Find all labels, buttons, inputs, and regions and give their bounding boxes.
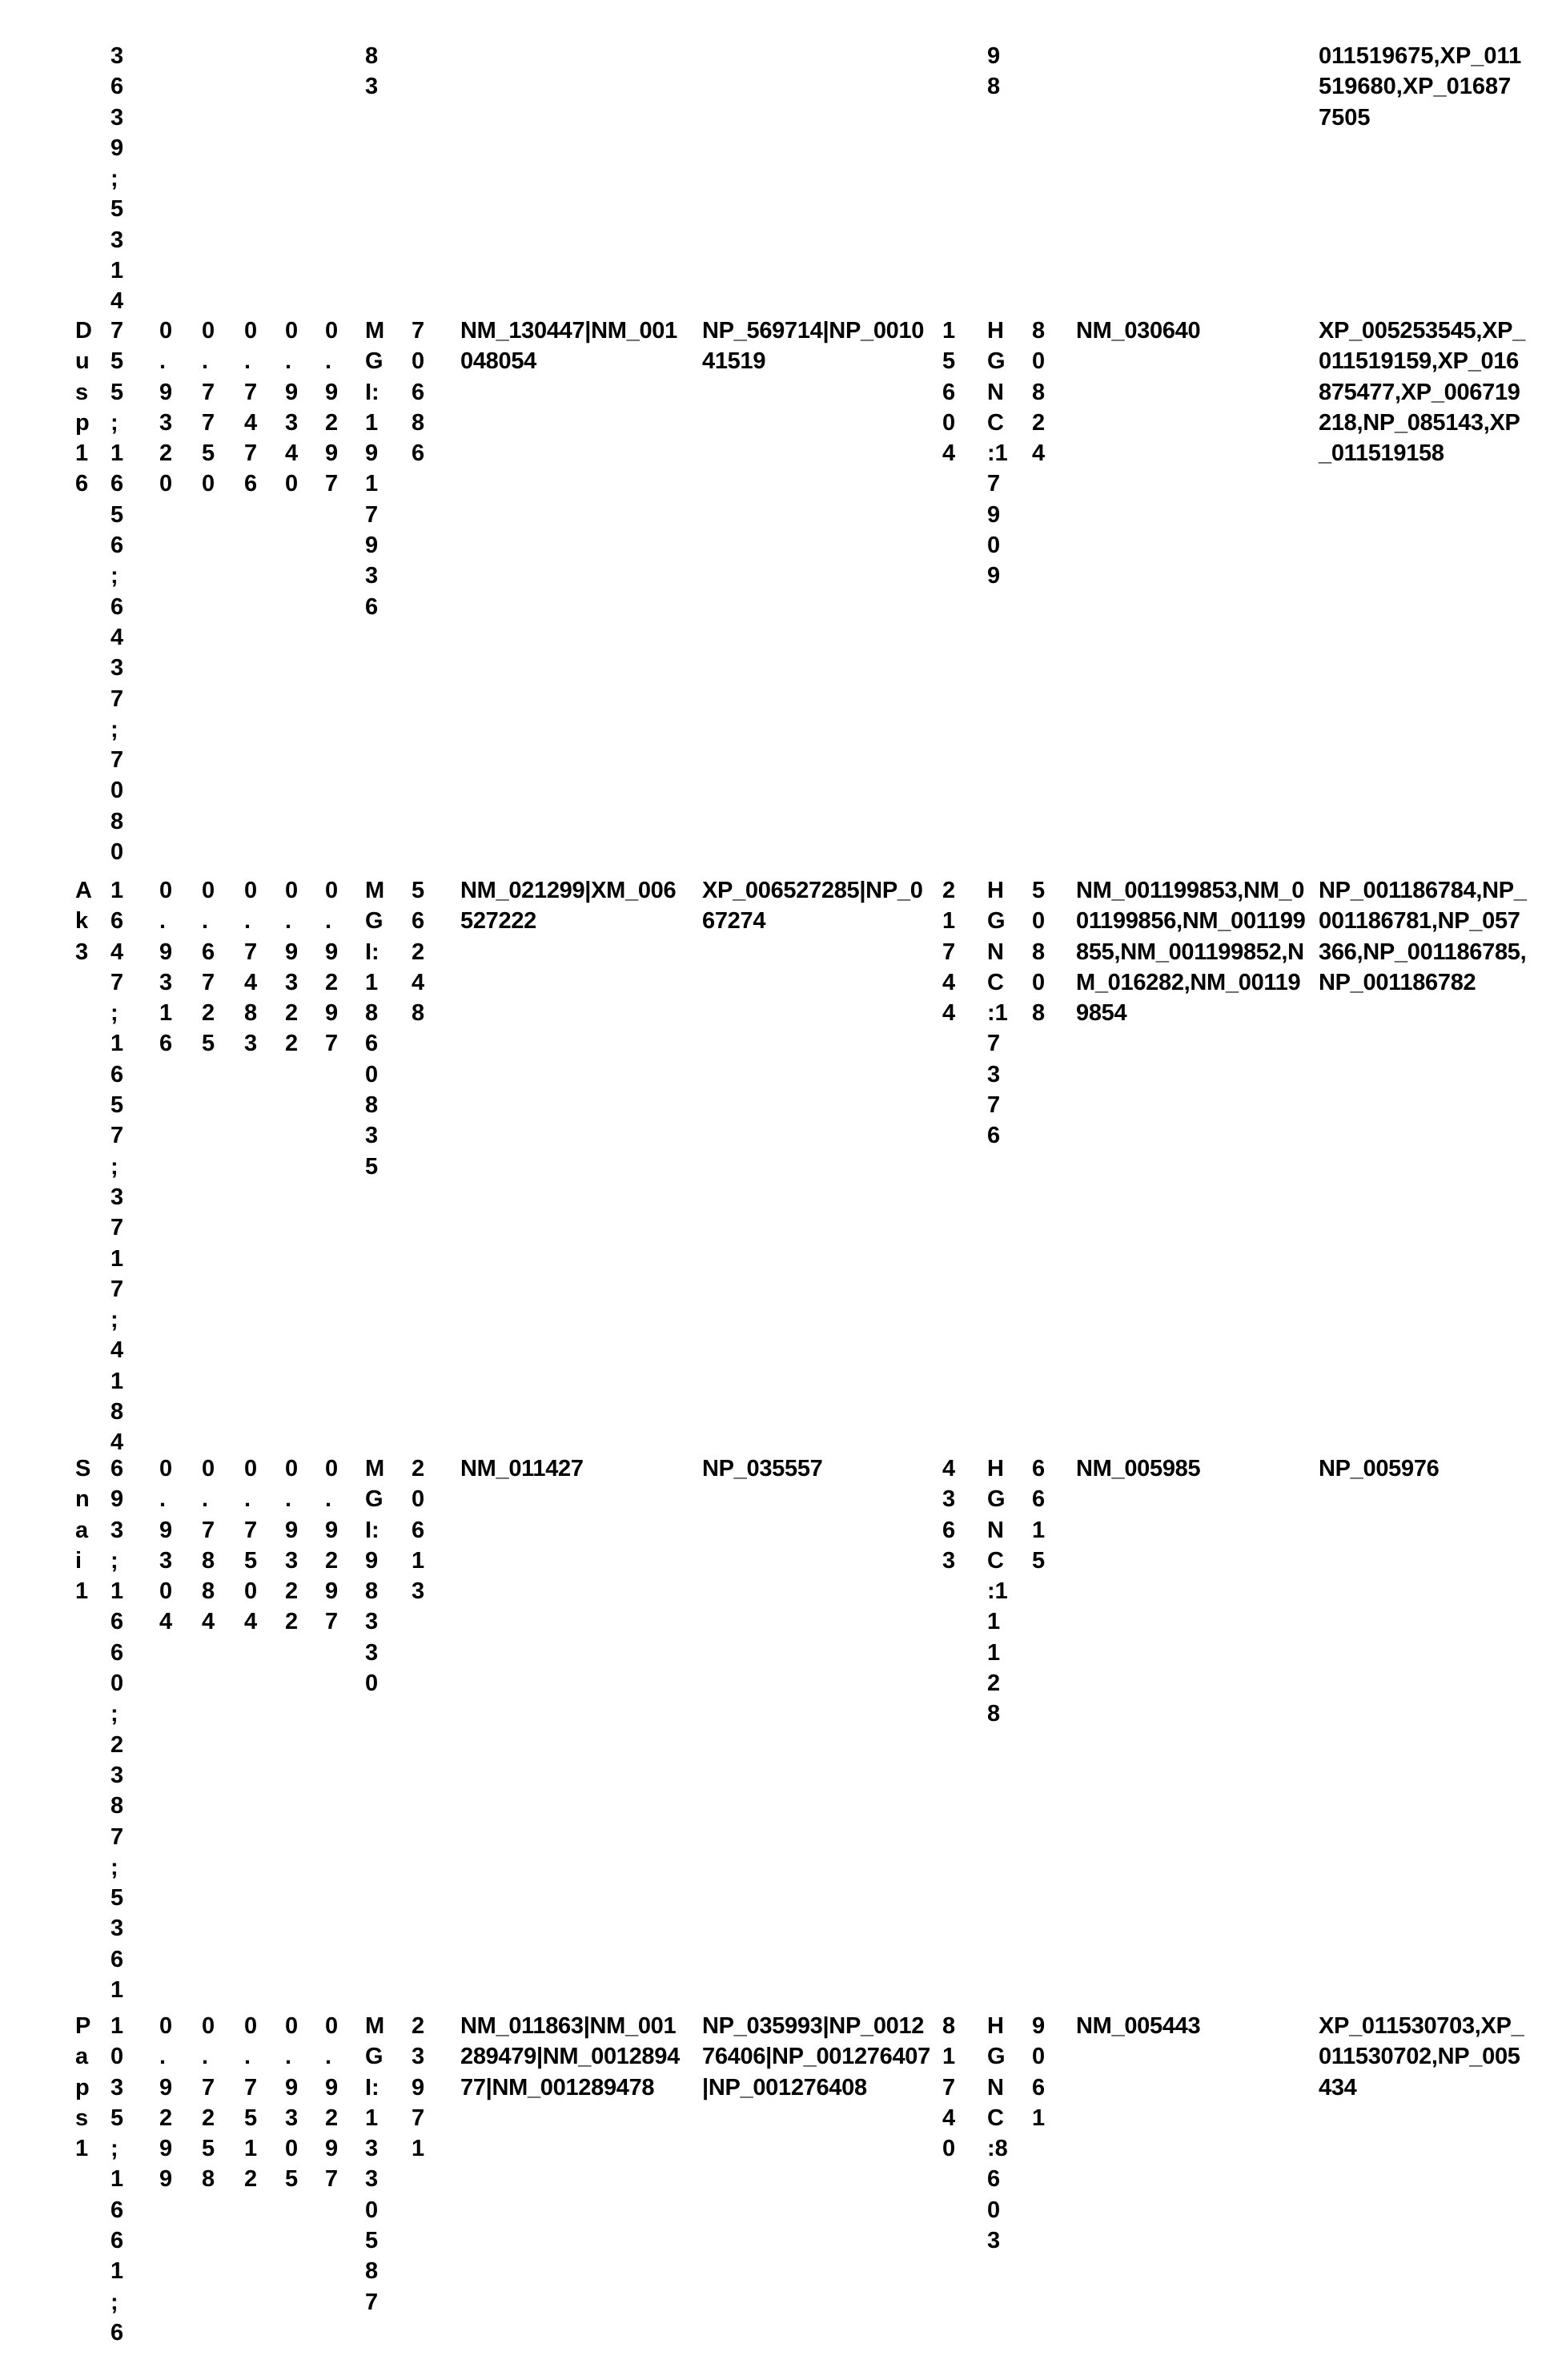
score-cell: 0.9322 xyxy=(285,878,299,1057)
score-cell: 0.7750 xyxy=(202,318,215,497)
score-cell: 0.9297 xyxy=(325,318,339,497)
human-gene-id-cell: 81740 xyxy=(942,2013,956,2162)
hgnc-cell: HGNC:11128 xyxy=(987,1456,1008,1727)
human-refseq-protein-cell: XP_005253545,XP_011519159,XP_016875477,XP_006719218,NP_085143,XP_011519158 xyxy=(1319,318,1526,467)
score-cell: 0.9322 xyxy=(285,1456,299,1635)
human-refseq-protein-cell: XP_011530703,XP_011530702,NP_005434 xyxy=(1319,2013,1524,2101)
human-refseq-mrna-cell: NM_001199853,NM_001199856,NM_001199855,NM_001199852,NM_016282,NM_001199854 xyxy=(1076,878,1306,1027)
human-gene-id-cell: 15604 xyxy=(942,318,956,467)
positions-cell: 1647;1657;3717;4184 xyxy=(110,878,124,1456)
mouse-refseq-protein-cell: NP_035993|NP_001276406|NP_001276407|NP_001276408 xyxy=(702,2013,930,2101)
mgi-cell: 83 xyxy=(365,43,379,100)
score-cell: 0.9316 xyxy=(159,878,173,1057)
human-entrez-cell: 9061 xyxy=(1032,2013,1046,2131)
gene-symbol-cell: Paps1 xyxy=(75,2013,91,2162)
mouse-refseq-protein-cell: NP_569714|NP_001041519 xyxy=(702,318,925,375)
score-cell: 0.9297 xyxy=(325,1456,339,1635)
score-cell: 0.7512 xyxy=(244,2013,258,2193)
mgi-cell: MGI:1860835 xyxy=(365,878,385,1180)
human-gene-id-cell: 4363 xyxy=(942,1456,956,1574)
mouse-refseq-mrna-cell: NM_011427 xyxy=(460,1456,584,1481)
mgi-cell: MGI:98330 xyxy=(365,1456,385,1697)
human-entrez-cell: 50808 xyxy=(1032,878,1046,1027)
score-cell: 0.9299 xyxy=(159,2013,173,2193)
score-cell: 0.9297 xyxy=(325,878,339,1057)
mouse-gene-id-cell: 56248 xyxy=(412,878,425,1027)
gene-symbol-cell: Dusp16 xyxy=(75,318,92,497)
human-entrez-cell: 6615 xyxy=(1032,1456,1046,1574)
human-refseq-mrna-cell: NM_030640 xyxy=(1076,318,1201,344)
mouse-refseq-mrna-cell: NM_011863|NM_001289479|NM_001289477|NM_001289478 xyxy=(460,2013,680,2101)
human-refseq-mrna-cell: NM_005985 xyxy=(1076,1456,1201,1481)
human-refseq-protein-cell: NP_001186784,NP_001186781,NP_057366,NP_001186785,NP_001186782 xyxy=(1319,878,1527,995)
score-cell: 0.7884 xyxy=(202,1456,215,1635)
hgnc-cell: HGNC:17909 xyxy=(987,318,1008,589)
score-cell: 0.9305 xyxy=(285,2013,299,2193)
mouse-gene-id-cell: 23971 xyxy=(412,2013,425,2162)
hgnc-cell: 98 xyxy=(987,43,1001,100)
gene-symbol-cell: Ak3 xyxy=(75,878,92,965)
mouse-refseq-mrna-cell: NM_021299|XM_006527222 xyxy=(460,878,677,935)
positions-cell: 1035;1661;6 xyxy=(110,2013,124,2346)
score-cell: 0.9340 xyxy=(285,318,299,497)
human-refseq-mrna-cell: NM_005443 xyxy=(1076,2013,1201,2039)
positions-cell: 755;1656;6437;7080 xyxy=(110,318,124,866)
positions-cell: 3639;5314 xyxy=(110,43,124,315)
positions-cell: 693;1660;2387;5361 xyxy=(110,1456,124,2004)
human-gene-id-cell: 21744 xyxy=(942,878,956,1027)
score-cell: 0.7504 xyxy=(244,1456,258,1635)
score-cell: 0.9304 xyxy=(159,1456,173,1635)
human-refseq-protein-cell: NP_005976 xyxy=(1319,1456,1440,1481)
score-cell: 0.7258 xyxy=(202,2013,215,2193)
human-protein-cell: 011519675,XP_011519680,XP_016877505 xyxy=(1319,43,1522,131)
score-cell: 0.9320 xyxy=(159,318,173,497)
mouse-refseq-protein-cell: NP_035557 xyxy=(702,1456,823,1481)
score-cell: 0.7483 xyxy=(244,878,258,1057)
mgi-cell: MGI:1917936 xyxy=(365,318,385,620)
hgnc-cell: HGNC:8603 xyxy=(987,2013,1008,2254)
human-entrez-cell: 80824 xyxy=(1032,318,1046,467)
gene-symbol-cell: Snai1 xyxy=(75,1456,91,1605)
mouse-refseq-mrna-cell: NM_130447|NM_001048054 xyxy=(460,318,677,375)
score-cell: 0.6725 xyxy=(202,878,215,1057)
score-cell: 0.9297 xyxy=(325,2013,339,2193)
mgi-cell: MGI:1330587 xyxy=(365,2013,385,2315)
mouse-refseq-protein-cell: XP_006527285|NP_067274 xyxy=(702,878,923,935)
score-cell: 0.7476 xyxy=(244,318,258,497)
mouse-gene-id-cell: 20613 xyxy=(412,1456,425,1605)
mouse-gene-id-cell: 70686 xyxy=(412,318,425,467)
hgnc-cell: HGNC:17376 xyxy=(987,878,1008,1149)
